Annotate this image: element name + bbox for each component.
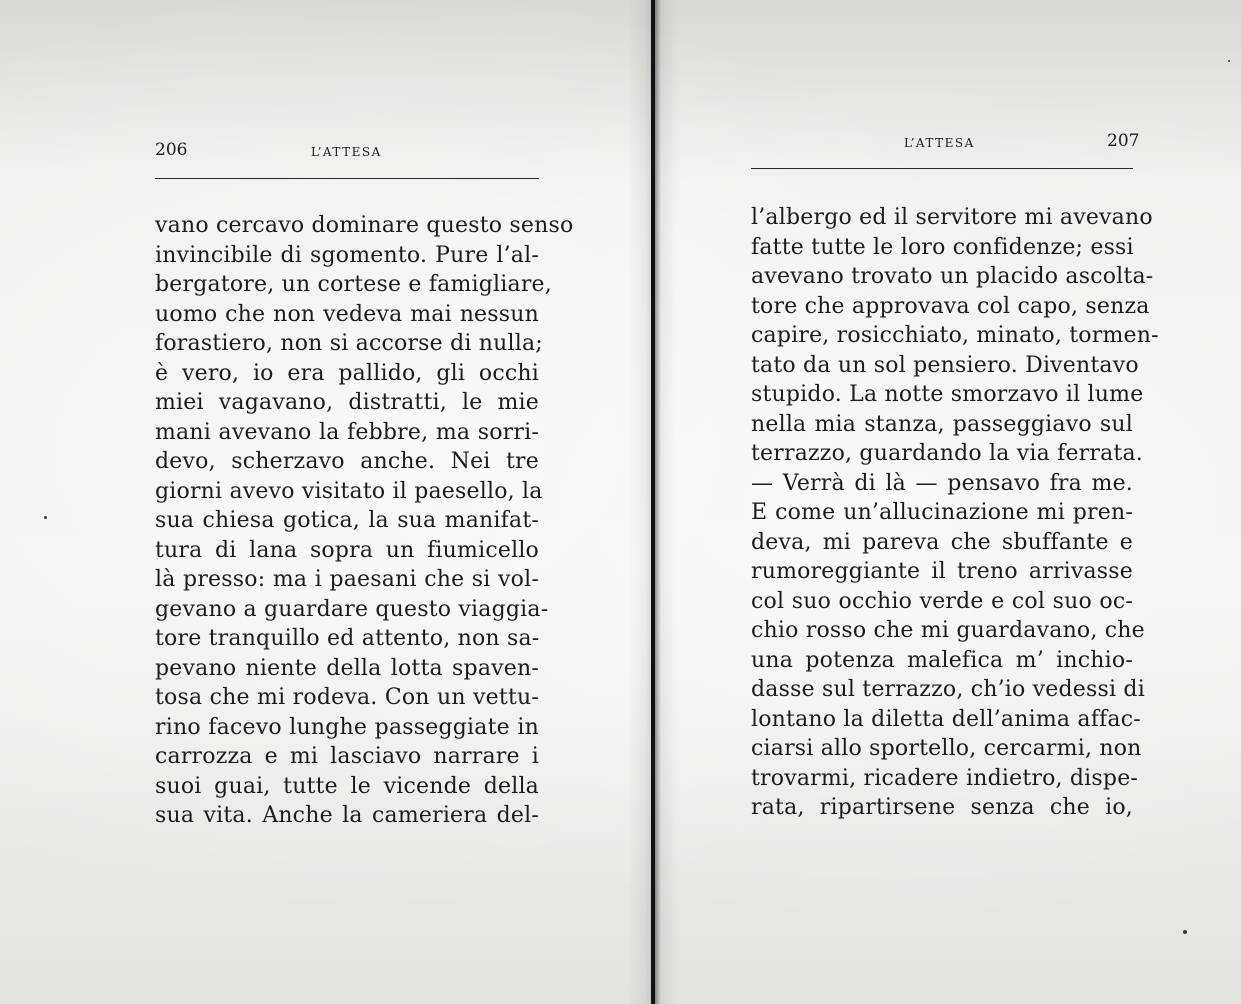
text-line: forastiero, non si accorse di nulla;	[155, 331, 543, 356]
text-line: col suo occhio verde e col suo oc-	[751, 588, 1133, 614]
text-line: gevano a guardare questo viaggia-	[155, 596, 549, 622]
text-line: tato da un sol pensiero. Diventavo	[751, 352, 1139, 378]
text-line: rata, ripartirsene senza che io,	[751, 795, 1133, 820]
text-line: ciarsi allo sportello, cercarmi, non	[751, 736, 1142, 761]
right-running-title: L’ATTESA	[904, 136, 975, 150]
text-line: là presso: ma i paesani che si vol-	[155, 567, 539, 592]
text-line: sua chiesa gotica, la sua manifat-	[155, 508, 539, 533]
text-line: deva, mi pareva che sbuffante e	[751, 529, 1133, 555]
left-running-title: L’ATTESA	[311, 145, 382, 159]
right-page	[660, 0, 1241, 1004]
text-line: pevano niente della lotta spaven-	[155, 655, 539, 681]
text-line: tura di lana sopra un fiumicello	[155, 537, 539, 563]
paper-speck	[1183, 930, 1187, 934]
text-line: fatte tutte le loro confidenze; essi	[751, 234, 1134, 260]
text-line: dasse sul terrazzo, ch’io vedessi di	[751, 677, 1145, 702]
text-line: nella mia stanza, passeggiavo sul	[751, 411, 1133, 437]
text-line: chio rosso che mi guardavano, che	[751, 618, 1145, 643]
text-line: bergatore, un cortese e famigliare,	[155, 272, 552, 297]
text-line: — Verrà di là — pensavo fra me.	[751, 470, 1133, 496]
text-line: tore tranquillo ed attento, non sa-	[155, 626, 540, 651]
text-line: devo, scherzavo anche. Nei tre	[155, 449, 539, 474]
text-line: suoi guai, tutte le vicende della	[155, 773, 539, 799]
text-line: l’albergo ed il servitore mi avevano	[751, 205, 1153, 230]
paper-speck	[44, 516, 47, 519]
text-line: trovarmi, ricadere indietro, dispe-	[751, 765, 1139, 791]
left-page-number: 206	[155, 140, 188, 160]
right-header-rule	[751, 168, 1133, 169]
text-line: terrazzo, guardando la via ferrata.	[751, 441, 1143, 466]
text-line: carrozza e mi lasciavo narrare i	[155, 744, 539, 769]
text-line: avevano trovato un placido ascolta-	[751, 264, 1154, 289]
text-line: rino facevo lunghe passeggiate in	[155, 714, 539, 740]
text-line: è vero, io era pallido, gli occhi	[155, 360, 539, 386]
text-line: sua vita. Anche la cameriera del-	[155, 803, 539, 828]
text-line: uomo che non vedeva mai nessun	[155, 301, 539, 327]
text-line: invincibile di sgomento. Pure l’al-	[155, 242, 539, 268]
right-page-number: 207	[1107, 131, 1140, 151]
text-line: E come un’allucinazione mi pren-	[751, 500, 1133, 525]
text-line: stupido. La notte smorzavo il lume	[751, 382, 1144, 407]
paper-speck	[1228, 60, 1230, 62]
text-line: vano cercavo dominare questo senso	[155, 213, 574, 238]
text-line: giorni avevo visitato il paesello, la	[155, 478, 543, 504]
text-line: lontano la diletta dell’anima affac-	[751, 706, 1141, 732]
text-line: tosa che mi rodeva. Con un vettu-	[155, 685, 539, 710]
text-line: una potenza malefica m’ inchio-	[751, 647, 1133, 673]
text-line: capire, rosicchiato, minato, tormen-	[751, 323, 1159, 348]
text-line: tore che approvava col capo, senza	[751, 293, 1150, 319]
text-line: mani avevano la febbre, ma sorri-	[155, 419, 539, 445]
text-line: miei vagavano, distratti, le mie	[155, 390, 539, 415]
right-body-text	[751, 203, 1159, 823]
text-line: rumoreggiante il treno arrivasse	[751, 559, 1133, 584]
left-body-text	[155, 211, 574, 831]
left-header-rule	[155, 178, 539, 179]
